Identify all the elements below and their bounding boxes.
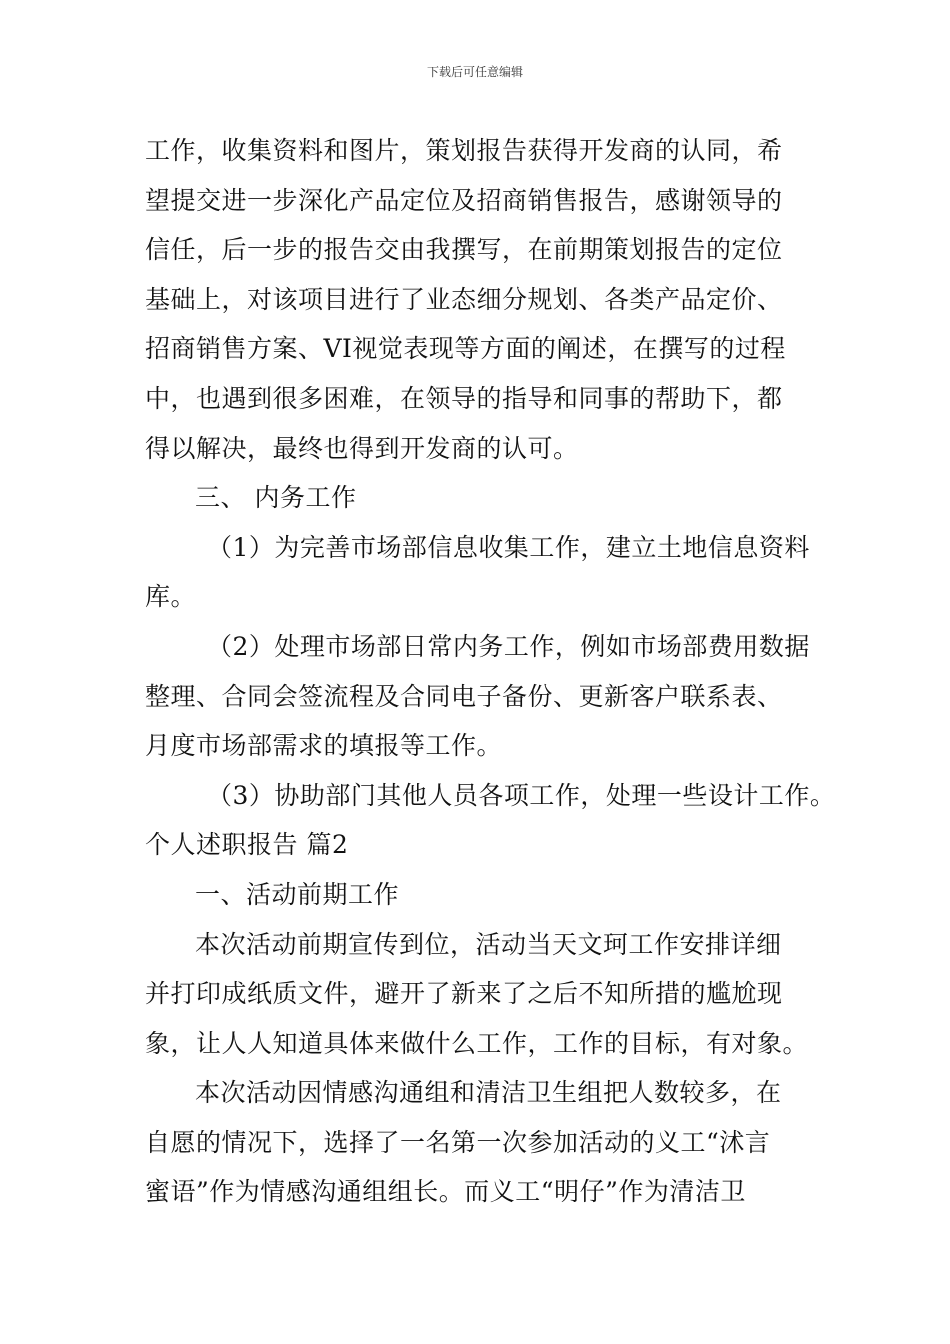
document-body: [145, 126, 836, 1217]
paragraph-line: 工作，收集资料和图片，策划报告获得开发商的认同，希: [145, 136, 783, 165]
paragraph-line: 蜜语”作为情感沟通组组长。而义工“明仔”作为清洁卫: [145, 1177, 746, 1207]
list-item-1: （1）为完善市场部信息收集工作，建立土地信息资料: [207, 532, 810, 562]
paragraph-line: 整理、合同会签流程及合同电子备份、更新客户联系表、: [145, 681, 783, 711]
page-header-note: 下载后可任意编辑: [426, 65, 523, 79]
list-item-3: （3）协助部门其他人员各项工作，处理一些设计工作。: [207, 780, 836, 810]
paragraph-line: 象，让人人知道具体来做什么工作，工作的目标，有对象。: [145, 1028, 809, 1058]
paragraph-line: 中，也遇到很多困难，在领导的指导和同事的帮助下，都: [145, 383, 783, 413]
paragraph-line: 自愿的情况下，选择了一名第一次参加活动的义工“沭言: [145, 1127, 771, 1157]
paragraph-line: 月度市场部需求的填报等工作。: [145, 731, 503, 761]
paragraph-line: 本次活动前期宣传到位，活动当天文珂工作安排详细: [195, 929, 782, 959]
report-title: 个人述职报告 篇2: [145, 830, 349, 860]
paragraph-line: 库。: [145, 582, 197, 612]
paragraph-line: 信任，后一步的报告交由我撰写，在前期策划报告的定位: [145, 235, 783, 265]
paragraph-line: 基础上，对该项目进行了业态细分规划、各类产品定价、: [145, 284, 783, 314]
paragraph-line: 本次活动因情感沟通组和清洁卫生组把人数较多，在: [195, 1078, 782, 1108]
paragraph-line: 招商销售方案、VI视觉表现等方面的阐述，在撰写的过程: [145, 334, 786, 364]
paragraph-line: 并打印成纸质文件，避开了新来了之后不知所措的尴尬现: [145, 979, 783, 1009]
paragraph-line: 望提交进一步深化产品定位及招商销售报告，感谢领导的: [145, 185, 783, 215]
list-item-2: （2）处理市场部日常内务工作，例如市场部费用数据: [207, 631, 810, 661]
section-heading-pre-activity: 一、活动前期工作: [195, 879, 400, 909]
paragraph-line: 得以解决，最终也得到开发商的认可。: [145, 433, 579, 463]
section-heading-internal-work: 三、 内务工作: [195, 483, 357, 513]
